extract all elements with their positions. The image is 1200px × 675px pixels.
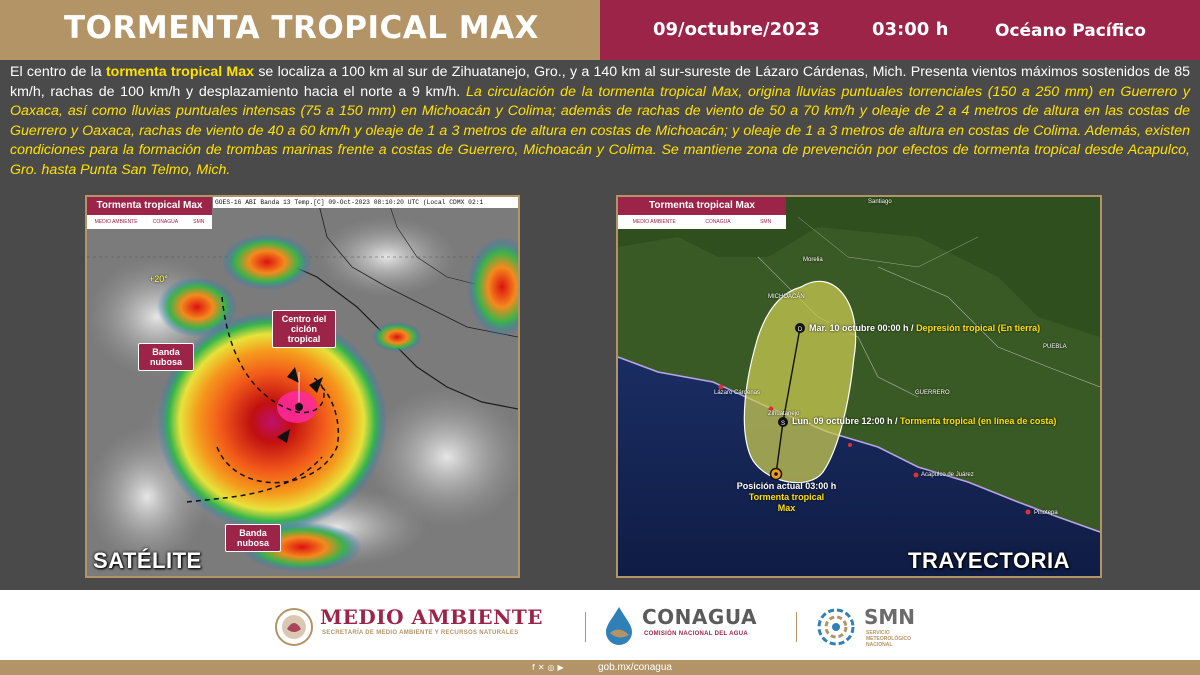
satellite-panel xyxy=(85,195,520,578)
svg-text:D: D xyxy=(797,327,803,333)
trajectory-panel xyxy=(616,195,1102,578)
satellite-image xyxy=(87,197,518,576)
header-time: 03:00 h xyxy=(872,19,949,40)
state-label-puebla: PUEBLA xyxy=(1043,344,1067,350)
bottom-bar xyxy=(0,660,1200,675)
footer-divider xyxy=(796,612,797,642)
current-position-label xyxy=(724,481,849,514)
badge-logo-conagua: CONAGUA xyxy=(705,219,731,225)
description-position: se localiza a 100 km al sur de Zihuatanejo, Gro., y a 140 km al sur-sureste de Lázaro Cárdenas, Mich. Presenta vientos máximos sostenidos de 85 km/h, rachas de 100 km/h y desplazamiento hacia el norte a 9 km/h. xyxy=(10,64,1190,100)
state-label-guerrero: GUERRERO xyxy=(915,390,950,396)
footer-divider xyxy=(585,612,586,642)
satellite-info-strip: GOES-16 ABI Banda 13 Temp.[C] 09-Oct-2023 08:10:20 UTC (Local CDMX 02:1 xyxy=(213,197,518,208)
page-title: TORMENTA TROPICAL MAX xyxy=(64,10,540,46)
description-storm-name: tormenta tropical Max xyxy=(105,64,255,80)
storm-center-marker xyxy=(295,403,303,411)
badge-logo-conagua: CONAGUA xyxy=(152,219,179,225)
description-effects: La circulación de la tormenta tropical Max, origina lluvias puntuales torrenciales (150 a 250 mm) en Guerrero y Oaxaca, así como lluvias puntuales intensas (75 a 150 mm) en Michoacán y Colima; además de rachas de viento de 50 a 70 km/h y oleaje de 2 a 4 metros de altura en las costas de Guerrero y Oaxaca, rachas de viento de 40 a 60 km/h y oleaje de 1 a 3 metros de altura en costas de Michoacán; y oleaje de 1 a 3 metros de altura en costas de Colima. Además, existen condiciones para la formación de trombas marinas frente a costas de Guerrero, Michoacán y Colima. Se mantiene zona de prevención por efectos de tormenta tropical desde Acapulco, Gro. hasta Punta San Telmo, Mich. xyxy=(10,83,1190,178)
current-position-time: Posición actual 03:00 h xyxy=(736,481,837,491)
footer-link[interactable]: gob.mx/conagua xyxy=(598,662,672,673)
conagua-drop-icon xyxy=(602,605,636,645)
header-date: 09/octubre/2023 xyxy=(653,19,820,40)
facebook-icon[interactable]: f xyxy=(532,663,538,672)
state-label-michoacan: MICHOACÁN xyxy=(768,294,805,300)
forecast-d-time: Mar. 10 octubre 00:00 h / xyxy=(809,323,914,333)
latitude-label: +20° xyxy=(149,274,168,284)
twitter-icon[interactable]: ✕ xyxy=(537,663,548,672)
label-cloud-band-1: Banda nubosa xyxy=(138,343,194,371)
satellite-caption: SATÉLITE xyxy=(93,548,202,573)
current-position-status: Tormenta tropical xyxy=(748,492,825,502)
badge-logo-smn: SMN xyxy=(760,219,772,225)
description-intro: El centro de la xyxy=(10,64,106,80)
storm-description xyxy=(10,63,1190,180)
forecast-label-s xyxy=(792,416,1056,426)
place-zihuatanejo: Zihuatanejo xyxy=(768,411,800,417)
trajectory-badge-logos xyxy=(618,215,786,229)
place-santiago: Santiago xyxy=(868,199,892,205)
city-marker-pinotepa xyxy=(1026,510,1031,515)
svg-text:S: S xyxy=(780,421,786,427)
badge-logo-medio-ambiente: MEDIO AMBIENTE xyxy=(94,219,138,225)
footer-smn-title: SMN xyxy=(864,605,916,629)
trajectory-badge xyxy=(618,197,786,229)
satellite-badge-title: Tormenta tropical Max xyxy=(87,197,212,215)
place-pinotepa: Pinotepa xyxy=(1034,510,1058,516)
trajectory-badge-title: Tormenta tropical Max xyxy=(618,197,786,215)
forecast-label-d xyxy=(809,323,1040,333)
forecast-s-status: Tormenta tropical (en línea de costa) xyxy=(900,416,1057,426)
footer-conagua-subtitle: COMISIÓN NACIONAL DEL AGUA xyxy=(644,631,749,637)
place-lazaro-cardenas: Lázaro Cárdenas xyxy=(714,390,761,396)
trajectory-caption: TRAYECTORIA xyxy=(908,548,1070,573)
footer-medio-ambiente-subtitle: SECRETARÍA DE MEDIO AMBIENTE Y RECURSOS NATURALES xyxy=(322,630,519,636)
label-storm-center: Centro del ciclón tropical xyxy=(272,310,336,348)
place-morelia: Morelia xyxy=(803,257,823,263)
forecast-s-time: Lun. 09 octubre 12:00 h / xyxy=(792,416,898,426)
header-title-bar xyxy=(0,0,600,60)
footer-smn-subtitle: SERVICIO METEOROLÓGICO NACIONAL xyxy=(866,630,911,648)
satellite-badge-logos xyxy=(87,215,212,229)
trajectory-map xyxy=(618,197,1100,576)
footer-conagua-title: CONAGUA xyxy=(642,605,757,629)
label-cloud-band-2: Banda nubosa xyxy=(225,524,281,552)
forecast-d-status: Depresión tropical (En tierra) xyxy=(916,323,1041,333)
instagram-icon[interactable]: ◎ xyxy=(547,663,558,672)
badge-logo-smn: SMN xyxy=(193,219,205,225)
social-icons xyxy=(532,663,567,672)
badge-logo-medio-ambiente: MEDIO AMBIENTE xyxy=(632,219,676,225)
header-region: Océano Pacífico xyxy=(995,21,1146,41)
warning-marker xyxy=(848,443,852,447)
satellite-badge xyxy=(87,197,212,229)
footer-logos xyxy=(0,590,1200,660)
header-info-bar xyxy=(600,0,1200,60)
city-marker-lazaro-cardenas xyxy=(719,385,724,390)
smn-spiral-icon xyxy=(815,606,857,648)
city-marker-acapulco xyxy=(914,473,919,478)
mexico-seal-icon xyxy=(274,607,314,647)
current-position-name: Max xyxy=(777,503,796,513)
place-acapulco: Acapulco de Juárez xyxy=(921,472,974,478)
youtube-icon[interactable]: ▶ xyxy=(557,663,567,672)
footer-medio-ambiente-title: MEDIO AMBIENTE xyxy=(320,605,544,629)
